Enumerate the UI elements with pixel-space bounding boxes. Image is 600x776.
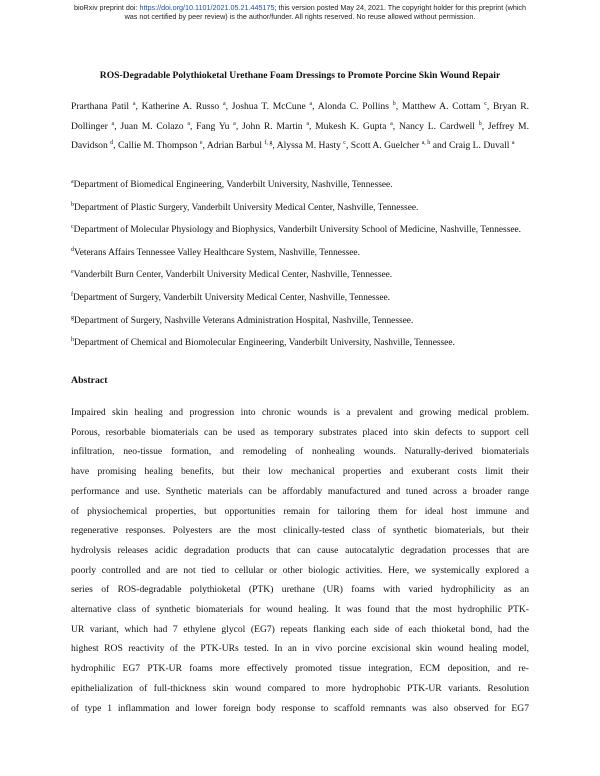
author-affiliation-mark: e [199, 139, 203, 146]
affiliation-mark: a [71, 178, 74, 185]
author-affiliation-mark: a, h [421, 139, 431, 146]
affiliation-item [71, 224, 529, 236]
author-name: Adrian Barbul $^{f, g}$ [206, 139, 273, 151]
affiliation-mark: b [71, 201, 74, 208]
paper-title: ROS-Degradable Polythioketal Urethane Foam Dressings to Promote Porcine Skin Wound Repair [99, 70, 501, 81]
affiliation-mark: c [71, 224, 74, 231]
author-name: and Craig L. Duvall $^a$ [432, 139, 515, 151]
affiliation-item [71, 247, 529, 259]
author-affiliation-mark: b [478, 120, 482, 127]
abstract-line: regenerative responses. Polyesters are the most clinically-tested class of synthetic biomaterials, but their [71, 525, 529, 537]
author-name: John R. Martin $^a$ [242, 120, 309, 132]
abstract-line: UR variant, which had 7 ethylene glycol (EG7) repeats flanking each side of each thioketal bond, had the [71, 623, 529, 635]
author-affiliation-mark: a [222, 100, 226, 107]
abstract-line: series of ROS-degradable polythioketal (PTK) urethane (UR) foams with varied hydrophilicity as an [71, 584, 529, 596]
abstract-line: Porous, resorbable biomaterials can be used as temporary substrates placed into skin defects to support cell [71, 426, 529, 438]
doi-link[interactable]: https://doi.org/10.1101/2021.05.21.445175 [139, 3, 275, 12]
affiliation-item [71, 315, 529, 327]
affiliation-text: Veterans Affairs Tennessee Valley Healthcare System, Nashville, Tennessee. [74, 247, 360, 258]
author-affiliation-mark: d [110, 139, 114, 146]
affiliation-mark: e [71, 269, 74, 276]
abstract-line: hydrolysis releases acidic degradation products that can cause autocatalytic degradation processes that are [71, 544, 529, 556]
affiliation-item [71, 179, 529, 191]
affiliation-mark: d [71, 246, 74, 253]
author-affiliation-mark: a [306, 120, 309, 127]
affiliation-item [71, 202, 529, 214]
author-list: Prarthana Patil $^a$, Katherine A. Russo $^a$, Joshua T. McCune $^a$, Alonda C. Pollins $^b$, Matthew A. Cottam $^c$, Bryan R. Dollinger $^a$, Juan M. Colazo $^a$, Fang Yu $^a$, John R. Martin $^a$, Mukesh K. Gupta $^a$, Nancy L. Cardwell $^b$, Jeffrey M. Davidson $^d$, Callie M. Thompson $^e$, Adrian Barbul $^{f, g}$, Alyssa M. Hasty $^c$, Scott A. Guelcher $^{a, h}$ and Craig L. Duvall $^a$ [71, 100, 529, 151]
affiliation-item [71, 269, 529, 281]
affiliation-item [71, 337, 529, 349]
affiliation-mark: f [71, 291, 73, 298]
affiliation-text: Department of Biomedical Engineering, Vanderbilt University, Nashville, Tennessee. [73, 180, 393, 190]
author-affiliation-mark: a [511, 139, 515, 146]
author-name: Prarthana Patil $^a$ [71, 100, 136, 112]
affiliation-text: Department of Surgery, Nashville Veterans Administration Hospital, Nashville, Tennessee. [74, 315, 414, 326]
author-affiliation-mark: a [309, 100, 313, 107]
author-name: Juan M. Colazo $^a$ [120, 120, 190, 132]
abstract-line: of type 1 inflammation and lower foreign body response to scaffold remnants was also observed for EG7 [71, 702, 529, 714]
author-name: Bryan R. Dollinger $^a$ [71, 101, 529, 132]
author-affiliation-mark: a [233, 120, 236, 127]
abstract-line: highest ROS reactivity of the PTK-URs tested. In an in vivo porcine excisional skin wound healing model, [71, 643, 529, 655]
affiliation-mark: g [71, 314, 74, 321]
abstract-line: performance and use. Synthetic materials can be affordably manufactured and tuned across a broader range [71, 485, 529, 497]
author-name: Matthew A. Cottam $^c$ [401, 100, 487, 112]
affiliation-text: Department of Surgery, Vanderbilt University Medical Center, Nashville, Tennessee. [73, 292, 391, 303]
author-affiliation-mark: a [187, 120, 190, 127]
author-name: Jeffrey M. Davidson $^d$ [71, 120, 529, 151]
abstract-line: have promising healing benefits, but their low mechanical properties and exuberant costs limit their [71, 466, 529, 478]
abstract-line: infiltration, neo-tissue formation, and remodeling of nonhealing wounds. Naturally-derived biomaterials [71, 446, 529, 458]
author-name: Katherine A. Russo $^a$ [141, 100, 226, 112]
affiliation-text: Department of Chemical and Biomolecular Engineering, Vanderbilt University, Nashville, Tennessee. [74, 338, 455, 349]
affiliation-text: Department of Molecular Physiology and Biophysics, Vanderbilt University School of Medicine, Nashville, Tennessee. [73, 225, 522, 236]
abstract-line: of physiochemical properties, but opportunities remain for tailoring them for ideal host immune and [71, 505, 529, 517]
author-affiliation-mark: b [392, 100, 396, 107]
affiliation-list [71, 179, 529, 360]
author-name: Joshua T. McCune $^a$ [231, 100, 313, 112]
author-name: Alonda C. Pollins $^b$ [317, 100, 396, 112]
author-affiliation-mark: c [343, 139, 346, 146]
abstract-line: epithelialization of full-thickness skin wound compared to more hydrophobic PTK-UR variants. Resolution [71, 682, 529, 694]
author-affiliation-mark: c [484, 100, 487, 107]
abstract-line: Impaired skin healing and progression into chronic wounds is a prevalent and growing medical problem. [71, 407, 529, 418]
abstract-line: alternative class of synthetic biomaterials for wound healing. It was found that the most hydrophilic PTK- [71, 604, 529, 616]
header-line-2: was not certified by peer review) is the author/funder. All rights reserved. No reuse allowed without permission. [124, 11, 476, 21]
author-name: Mukesh K. Gupta $^a$ [315, 120, 393, 132]
abstract-body [71, 403, 529, 718]
abstract-line: hydrophilic EG7 PTK-UR foams more effectively promoted tissue integration, ECM deposition, and re- [71, 663, 529, 675]
abstract-heading: Abstract [71, 375, 108, 386]
author-name: Fang Yu $^a$ [196, 120, 236, 132]
author-name: Callie M. Thompson $^e$ [117, 139, 203, 151]
affiliation-text: Department of Plastic Surgery, Vanderbilt University Medical Center, Nashville, Tennessee. [74, 202, 419, 213]
author-name: Alyssa M. Hasty $^c$ [276, 139, 346, 151]
author-affiliation-mark: f, g [264, 139, 273, 146]
header-line-1: bioRxiv preprint doi: https://doi.org/10.1101/2021.05.21.445175; this version posted May 24, 2021. The copyright holder for this preprint (which [73, 3, 527, 12]
affiliation-item [71, 292, 529, 304]
author-affiliation-mark: a [390, 120, 393, 127]
author-name: Nancy L. Cardwell $^b$ [398, 120, 482, 132]
affiliation-text: Vanderbilt Burn Center, Vanderbilt University Medical Center, Nashville, Tennessee. [73, 270, 393, 281]
author-affiliation-mark: a [132, 100, 136, 107]
affiliation-mark: h [71, 337, 74, 344]
abstract-line: poorly controlled and are not tied to cellular or other biologic activities. Here, we systemically explored a [71, 564, 529, 576]
author-name: Scott A. Guelcher $^{a, h}$ [350, 139, 431, 151]
preprint-header [20, 4, 580, 21]
author-affiliation-mark: a [111, 120, 115, 127]
